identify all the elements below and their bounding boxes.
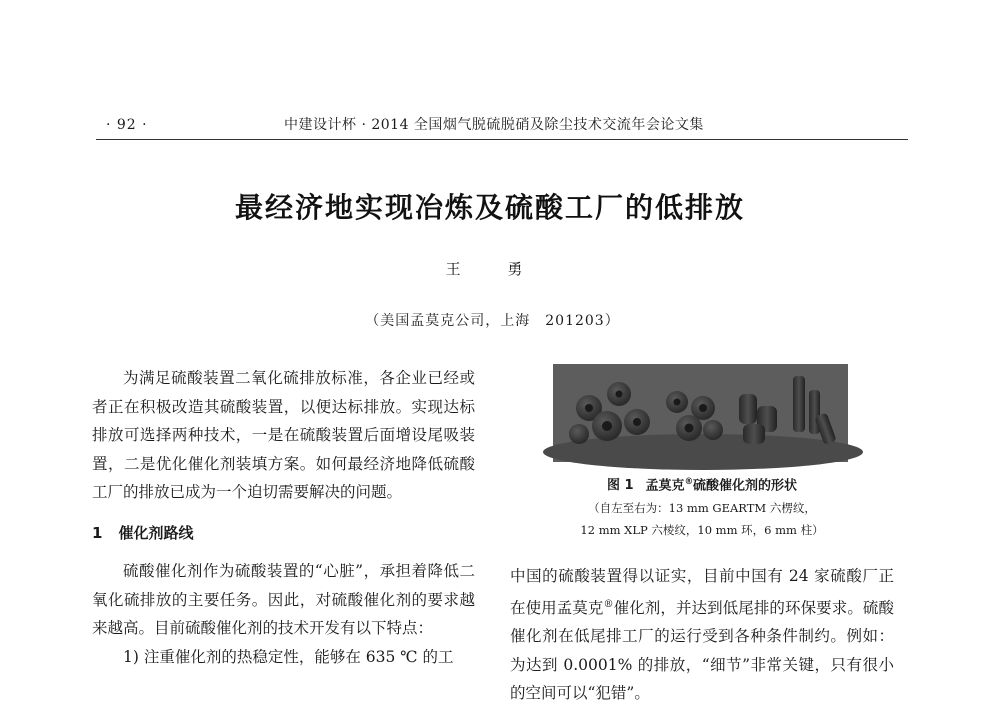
catalyst-photo-drawing: [553, 364, 848, 462]
intro-paragraph: 为满足硫酸装置二氧化硫排放标准，各企业已经或者正在积极改造其硫酸装置，以便达标排放。实现达标排放可选择两种技术，一是在硫酸装置后面增设尾吸装置，二是优化催化剂装填方案。如何最经济地降低硫酸工厂的排放已成为一个迫切需要解决的问题。: [92, 369, 475, 501]
left-column: [92, 364, 475, 671]
figure-title-suffix: 硫酸催化剂的形状: [693, 478, 798, 494]
right-paragraph-suffix: 催化剂，并达到低尾排的环保要求。硫酸催化剂在低尾排工厂的运行受到各种条件制约。例如：为达到 0.0001% 的排放，“细节”非常关键，只有很小的空间可以“犯错”。: [510, 598, 894, 703]
section-heading: [92, 519, 475, 548]
author-affiliation: （美国孟莫克公司，上海 201203）: [365, 313, 620, 329]
figure-note-line2: 12 mm XLP 六棱纹，10 mm 环，6 mm 柱）: [580, 523, 824, 538]
registered-mark: ®: [603, 598, 614, 610]
running-header: [100, 112, 908, 138]
header-rule: [96, 139, 908, 140]
journal-title: 中建设计杯 · 2014 全国烟气脱硫脱硝及除尘技术交流年会论文集: [284, 117, 704, 133]
section-number: 1: [92, 523, 103, 542]
paper-title: 最经济地实现冶炼及硫酸工厂的低排放: [234, 191, 745, 224]
registered-mark: ®: [684, 476, 693, 486]
page-number: · 92 ·: [106, 117, 148, 133]
section-paragraph: 硫酸催化剂作为硫酸装置的“心脏”，承担着降低二氧化硫排放的主要任务。因此，对硫酸催化剂的要求越来越高。目前硫酸催化剂的技术开发有以下特点：: [92, 562, 475, 637]
right-paragraph: [510, 562, 894, 708]
right-column: [510, 562, 894, 708]
figure-note-line1: （自左至右为：13 mm GEARTM 六楞纹，: [588, 501, 816, 516]
right-paragraph-prefix: 中国的硫酸装置得以证实，目前中国有 24 家硫酸厂正在使用孟莫克: [510, 567, 894, 617]
figure-number: 图 1: [606, 478, 634, 494]
author-name: 王 勇: [445, 260, 537, 278]
section-title: 催化剂路线: [118, 523, 194, 542]
figure-caption: [510, 470, 894, 541]
catalyst-photo: [553, 364, 848, 462]
figure-title-prefix: 孟莫克: [645, 478, 685, 494]
figure-title: [510, 470, 894, 497]
list-item: 1) 注重催化剂的热稳定性，能够在 635 ℃ 的工: [123, 647, 454, 666]
